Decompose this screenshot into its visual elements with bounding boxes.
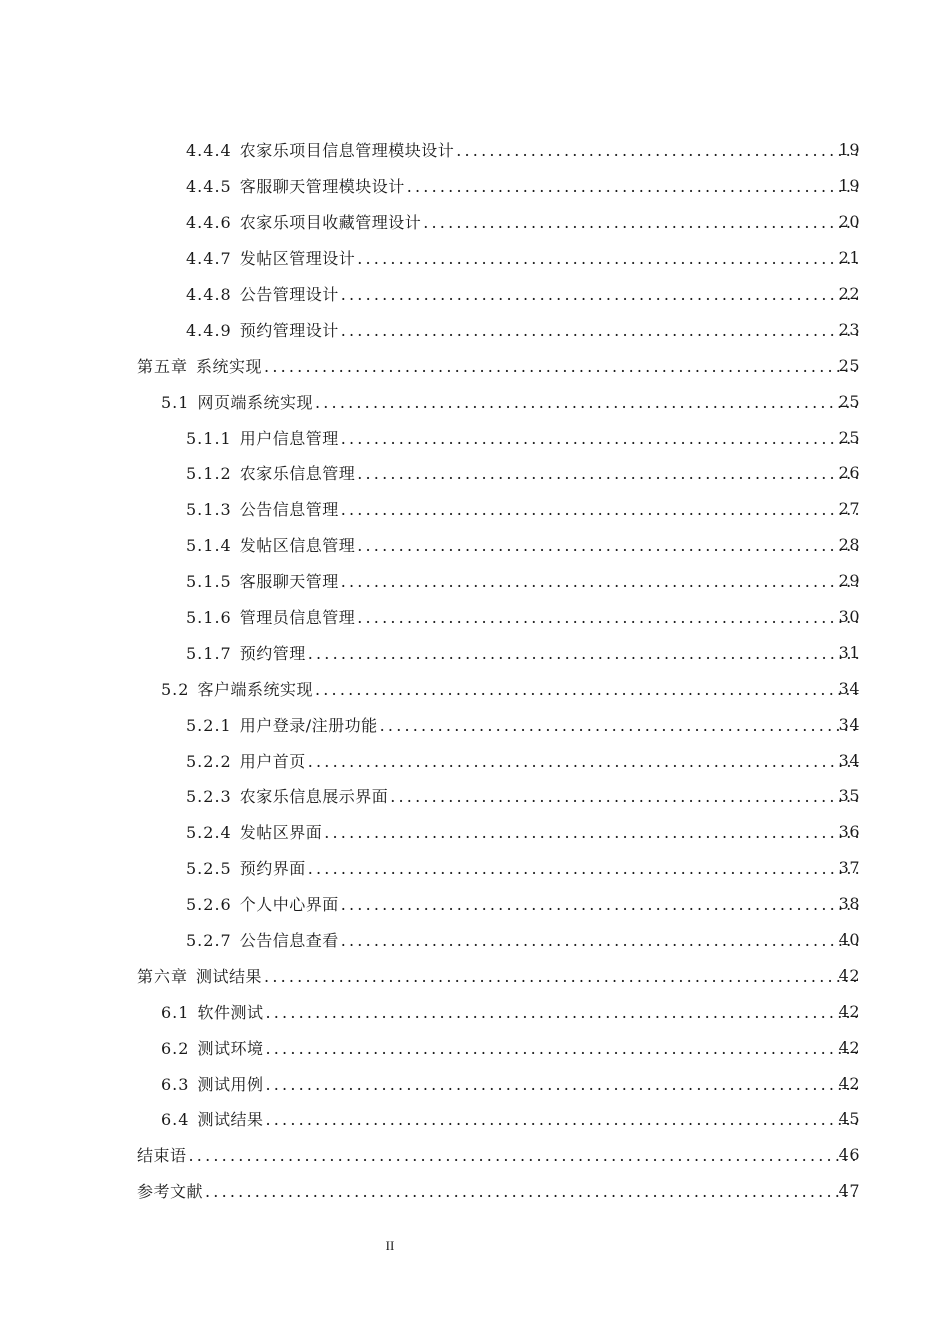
toc-page-number: 35 [838,786,860,806]
toc-section-number: 5.1 [161,392,190,412]
toc-page-number: 36 [838,822,860,842]
toc-entry-label [186,749,860,772]
toc-section-title: 发帖区信息管理 [239,536,356,556]
toc-dot-leader [341,321,860,340]
toc-section-title: 农家乐项目信息管理模块设计 [239,141,455,161]
toc-page-number: 25 [838,355,860,375]
toc-entry[interactable] [0,957,950,993]
toc-page-number: 26 [838,463,860,483]
toc-section-title: 公告管理设计 [239,285,339,304]
toc-page-number: 27 [838,499,860,519]
toc-section-number: 4.4.7 [186,249,232,269]
toc-dot-leader [308,752,860,771]
toc-section-number: 5.2.6 [186,895,232,915]
toc-entry-label [186,210,860,233]
toc-entry-label [186,856,860,879]
toc-entry[interactable] [0,132,950,168]
toc-entry[interactable] [0,1137,950,1173]
toc-section-number: 5.1.4 [186,536,232,556]
toc-section-number: 5.1.3 [186,500,232,520]
toc-section-title: 客户端系统实现 [197,679,313,699]
toc-section-title: 发帖区界面 [239,823,323,843]
toc-entry[interactable] [0,814,950,850]
toc-section-number: 5.2.5 [186,859,232,879]
toc-dot-leader [341,285,860,304]
toc-entry-label [186,892,860,915]
toc-section-title: 发帖区管理设计 [239,249,356,269]
toc-page-number: 25 [838,427,860,447]
toc-entry[interactable] [0,240,950,276]
toc-section-title: 预约管理设计 [239,320,339,340]
toc-page-number: 19 [838,140,860,160]
toc-entry[interactable] [0,168,950,204]
toc-section-title: 测试用例 [197,1074,264,1094]
toc-dot-leader [265,1110,860,1129]
toc-section-title: 管理员信息管理 [239,608,356,628]
toc-page-number: 31 [838,642,860,662]
toc-page-number: 37 [838,858,860,878]
toc-dot-leader [205,1182,860,1201]
toc-entry-label [186,569,860,592]
toc-dot-leader [423,213,860,232]
toc-section-number: 5.1.7 [186,643,232,663]
toc-section-title: 农家乐信息管理 [239,464,356,484]
toc-entry[interactable] [0,1029,950,1065]
toc-section-title: 软件测试 [197,1002,264,1022]
toc-section-number: 5.1.5 [186,572,232,592]
toc-dot-leader [308,859,860,878]
toc-entry-label [137,354,860,377]
toc-dot-leader [456,141,860,160]
toc-dot-leader [341,429,860,448]
toc-entry[interactable] [0,922,950,958]
toc-entry-label [186,497,860,520]
toc-entry[interactable] [0,204,950,240]
toc-entry[interactable] [0,993,950,1029]
toc-section-number: 5.2.7 [186,931,232,951]
toc-dot-leader [390,787,860,806]
toc-entry[interactable] [0,563,950,599]
toc-page-number: 42 [838,965,860,985]
toc-entry-label [161,390,860,413]
toc-section-title: 测试结果 [197,1110,264,1130]
toc-section-number: 4.4.6 [186,213,232,233]
toc-section-title: 测试环境 [197,1038,264,1058]
toc-dot-leader [341,500,860,519]
toc-entry-label [137,1179,860,1202]
table-of-contents [0,132,950,1209]
toc-page-number: 34 [838,678,860,698]
toc-dot-leader [407,177,860,196]
toc-entry-label [186,426,860,449]
toc-section-number: 6.4 [161,1110,190,1130]
toc-dot-leader [357,249,860,268]
toc-section-number: 4.4.8 [186,285,232,304]
toc-section-title: 参考文献 [137,1182,204,1202]
toc-page-number: 40 [838,930,860,950]
toc-entry-label [186,533,860,556]
toc-dot-leader [308,644,860,663]
toc-section-number: 5.2.3 [186,787,232,807]
toc-dot-leader [264,967,860,986]
toc-section-title: 公告信息查看 [239,931,339,951]
toc-page-number: 30 [838,607,860,627]
toc-dot-leader [264,357,860,376]
toc-section-number: 4.4.9 [186,320,232,340]
toc-entry-label [186,138,860,161]
toc-entry[interactable] [0,383,950,419]
toc-dot-leader [380,716,860,735]
toc-entry[interactable] [0,886,950,922]
toc-entry-label [186,282,860,305]
toc-entry[interactable] [0,742,950,778]
toc-section-title: 预约管理 [239,643,306,663]
toc-entry-label [161,1072,860,1095]
toc-entry[interactable] [0,527,950,563]
toc-entry[interactable] [0,850,950,886]
toc-entry-label [186,174,860,197]
toc-section-number: 5.1.6 [186,608,232,628]
toc-entry[interactable] [0,670,950,706]
toc-section-title: 系统实现 [196,356,263,376]
toc-entry[interactable] [0,1173,950,1209]
toc-entry-label [186,784,860,807]
toc-page-number: 28 [838,535,860,555]
toc-entry[interactable] [0,706,950,742]
toc-section-number: 5.1.2 [186,464,232,484]
toc-dot-leader [315,680,860,699]
toc-dot-leader [341,931,860,950]
toc-section-title: 结束语 [137,1146,187,1166]
toc-page-number: 45 [838,1109,860,1129]
toc-entry[interactable] [0,276,950,312]
toc-dot-leader [265,1075,860,1094]
toc-dot-leader [189,1146,860,1165]
toc-page-number: 21 [838,248,860,268]
toc-page-number: 46 [838,1145,860,1165]
toc-page-number: 25 [838,391,860,411]
toc-section-title: 预约界面 [239,859,306,879]
toc-section-number: 5.2.1 [186,715,232,735]
toc-section-title: 用户首页 [239,751,306,771]
toc-page-number: 38 [838,894,860,914]
toc-section-title: 农家乐信息展示界面 [239,787,389,807]
toc-dot-leader [357,464,860,483]
toc-section-title: 网页端系统实现 [197,392,313,412]
toc-entry-label [186,641,860,664]
toc-section-number: 第五章 [137,356,189,376]
toc-entry[interactable] [0,599,950,635]
toc-entry[interactable] [0,1101,950,1137]
toc-page-number: 42 [838,1001,860,1021]
toc-page-number: 34 [838,714,860,734]
toc-entry[interactable] [0,311,950,347]
toc-page-number: 20 [838,212,860,232]
toc-page-number: 23 [838,319,860,339]
toc-entry[interactable] [0,778,950,814]
toc-dot-leader [341,572,860,591]
toc-entry-label [161,1036,860,1059]
toc-page-number: 42 [838,1037,860,1057]
toc-entry-label [161,1000,860,1023]
toc-page-number: 47 [838,1181,860,1201]
toc-page-number: 34 [838,750,860,770]
toc-dot-leader [315,393,860,412]
toc-section-title: 客服聊天管理模块设计 [239,177,405,197]
toc-entry-label [186,246,860,269]
toc-entry[interactable] [0,419,950,455]
toc-section-title: 客服聊天管理 [239,572,339,592]
toc-section-number: 第六章 [137,966,189,986]
toc-entry-label [186,928,860,951]
toc-entry-label [186,820,860,843]
toc-section-title: 公告信息管理 [239,500,339,520]
toc-section-number: 5.2.4 [186,823,232,843]
toc-section-number: 4.4.4 [186,141,232,161]
toc-entry-label [186,605,860,628]
toc-entry[interactable] [0,634,950,670]
toc-section-title: 测试结果 [196,966,263,986]
toc-entry[interactable] [0,455,950,491]
toc-dot-leader [265,1003,860,1022]
toc-dot-leader [357,608,860,627]
toc-section-title: 农家乐项目收藏管理设计 [239,213,422,233]
page-footer-number: II [385,1238,395,1253]
toc-section-number: 4.4.5 [186,177,232,197]
toc-section-number: 6.1 [161,1002,190,1022]
toc-dot-leader [324,823,860,842]
toc-section-number: 5.1.1 [186,428,232,448]
toc-entry[interactable] [0,491,950,527]
toc-section-number: 6.2 [161,1038,190,1058]
toc-entry-label [186,318,860,341]
toc-section-number: 6.3 [161,1074,190,1094]
toc-section-title: 用户信息管理 [239,428,339,448]
toc-section-title: 用户登录/注册功能 [239,715,378,735]
toc-entry-label [137,964,860,987]
toc-page-number: 19 [838,176,860,196]
toc-page-number: 29 [838,571,860,591]
toc-entry-label [186,461,860,484]
toc-entry-label [186,713,860,736]
toc-entry-label [137,1143,860,1166]
toc-entry[interactable] [0,1065,950,1101]
toc-entry-label [161,677,860,700]
toc-section-number: 5.2 [161,679,190,699]
toc-section-number: 5.2.2 [186,751,232,771]
toc-dot-leader [265,1039,860,1058]
toc-section-title: 个人中心界面 [239,895,339,915]
toc-dot-leader [357,536,860,555]
toc-page-number: 42 [838,1073,860,1093]
toc-entry[interactable] [0,347,950,383]
toc-page-number: 22 [838,284,860,303]
toc-entry-label [161,1107,860,1130]
toc-dot-leader [341,895,860,914]
